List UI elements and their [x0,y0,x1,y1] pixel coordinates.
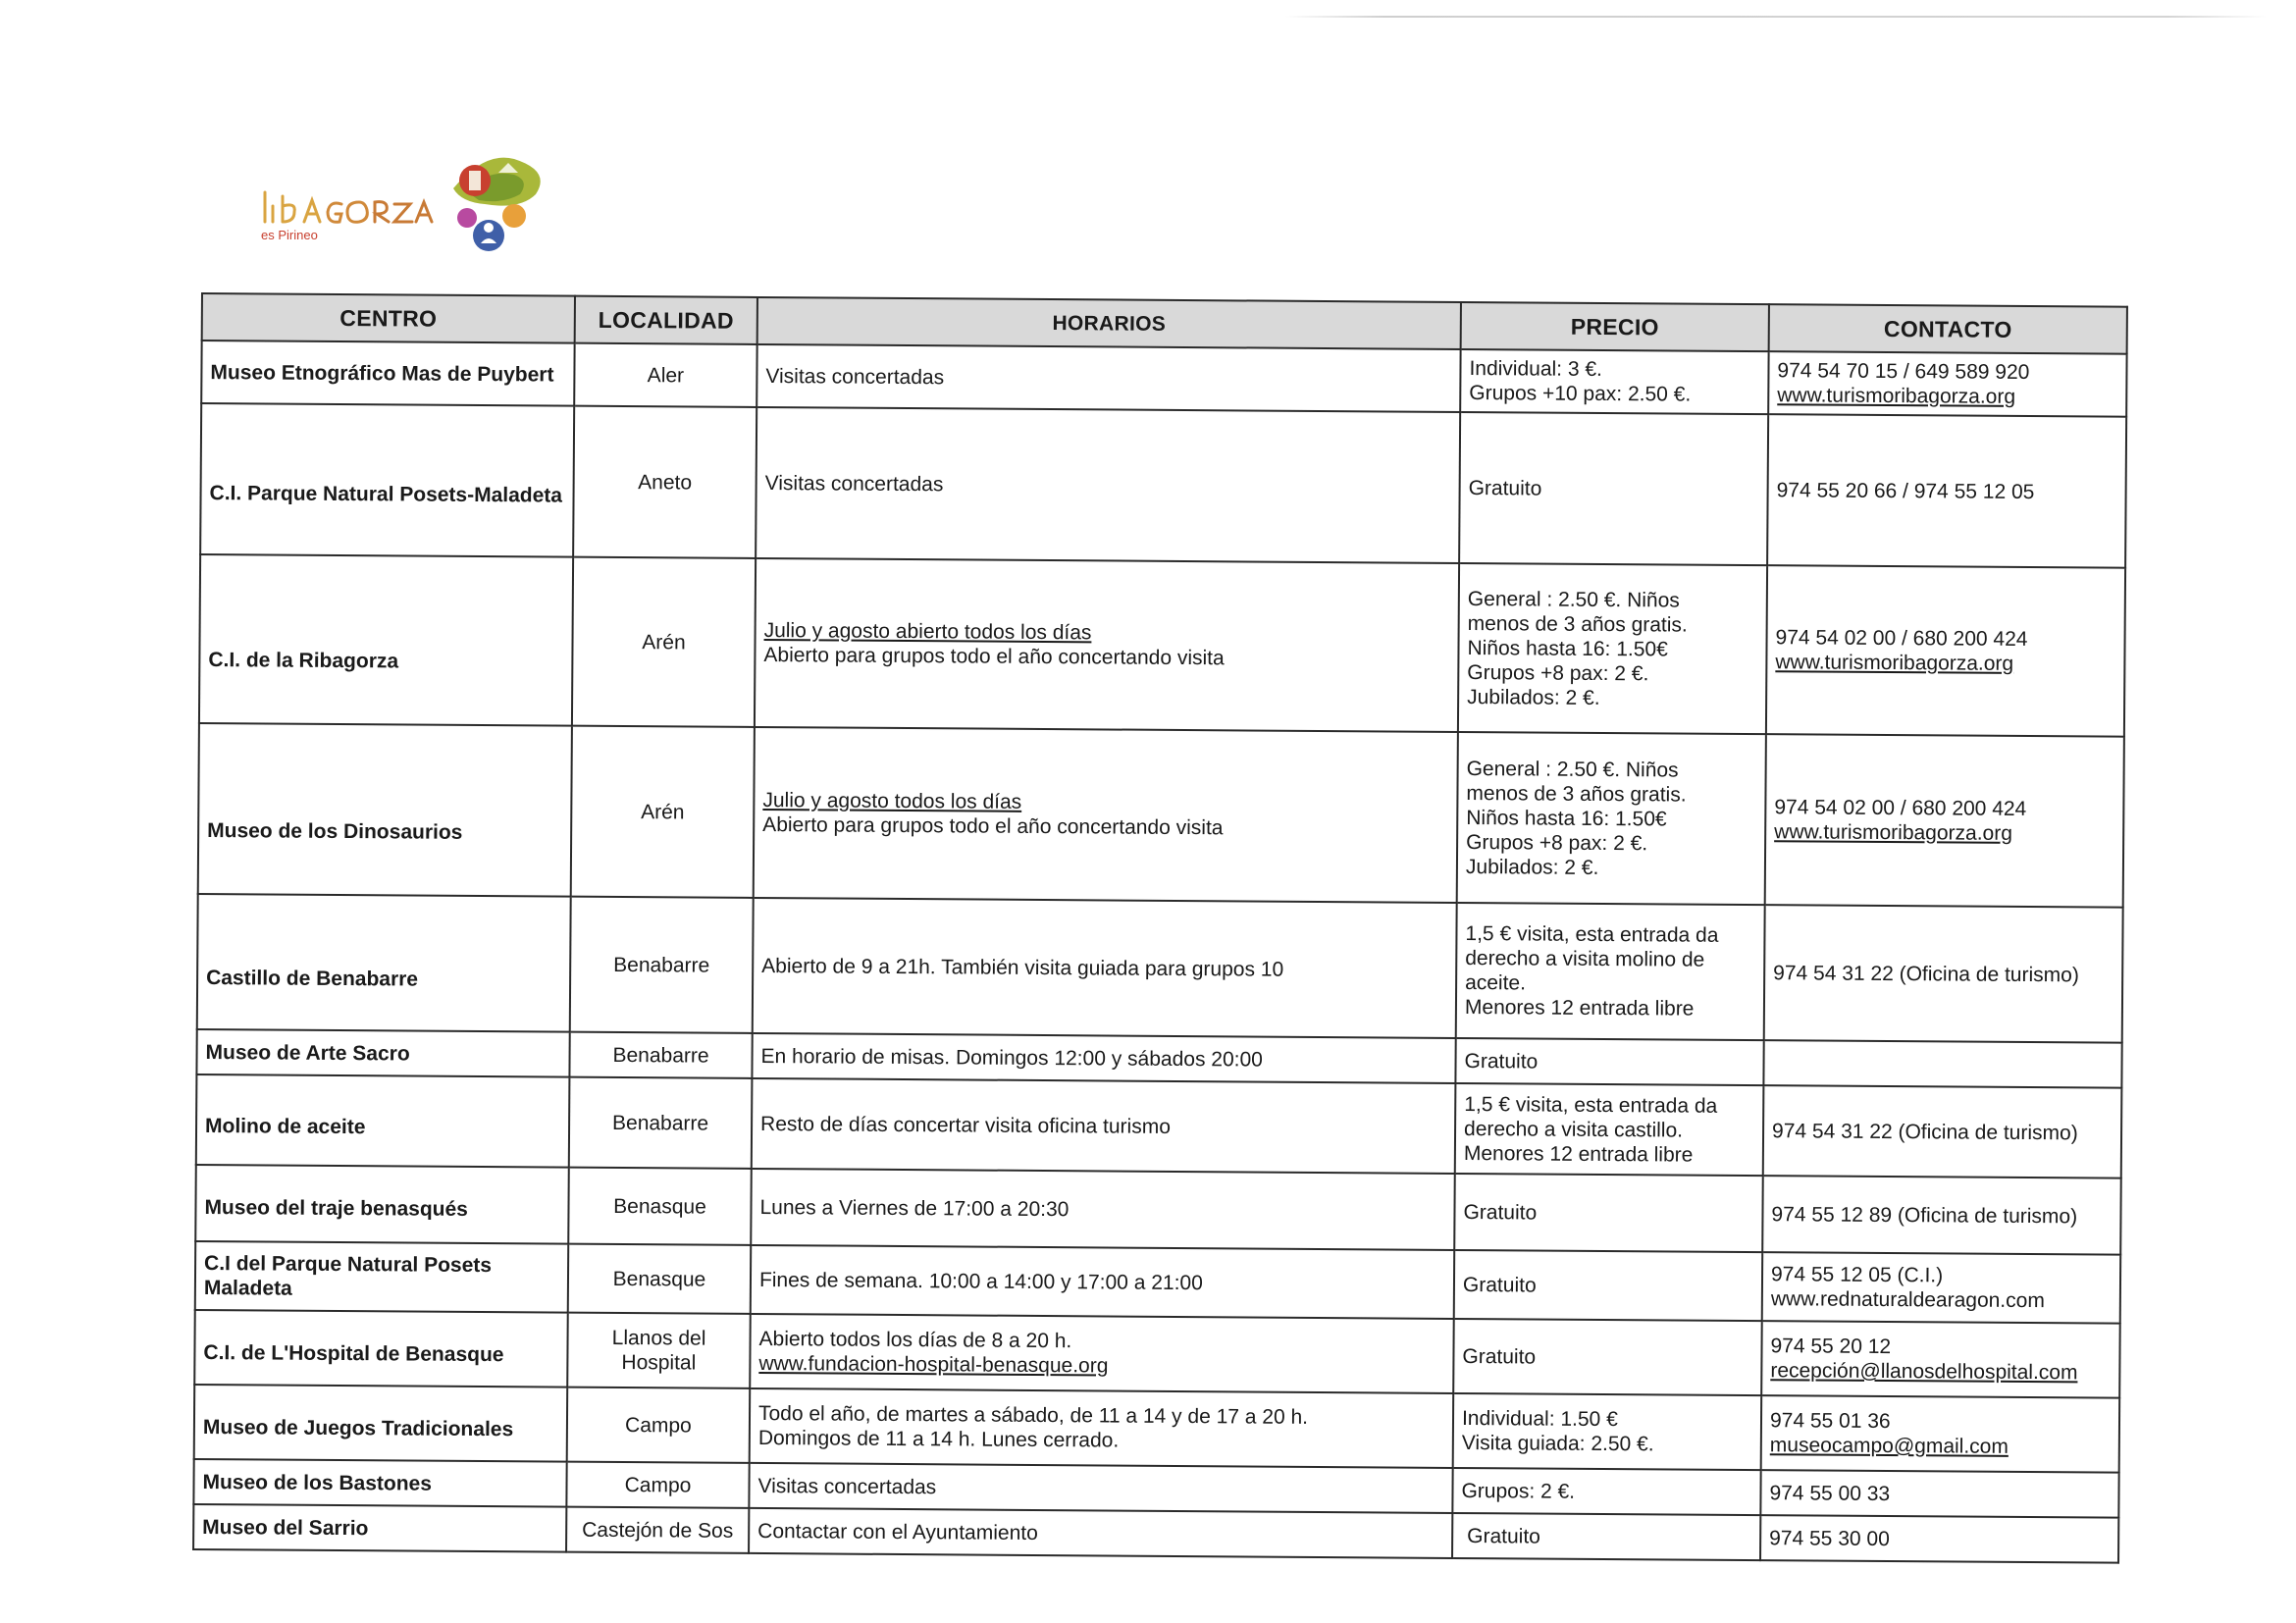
phone-text: 974 54 02 00 / 680 200 424 [1774,796,2027,820]
horarios-cell [749,1508,1452,1558]
horarios-line: Domingos de 11 a 14 h. Lunes cerrado. [757,1426,1120,1452]
horarios-line: Julio y agosto abierto todos los días [763,619,1092,645]
precio-line: Individual: 1.50 € [1461,1406,1618,1432]
table-row [198,723,2124,908]
localidad-cell: Campo [567,1387,751,1463]
phone-text: 974 55 12 05 (C.I.) [1770,1263,1944,1287]
precio-line: Niños hasta 16: 1.50€ [1466,806,1667,830]
phone-text: 974 55 30 00 [1769,1526,1890,1550]
website-link[interactable]: www.turismoribagorza.org [1777,384,2016,408]
precio-line: Grupos +8 pax: 2 €. [1466,830,1648,855]
header-centro: CENTRO [202,293,575,343]
horarios-cell [753,898,1457,1038]
precio-cell [1454,1250,1762,1321]
website-link[interactable]: www.turismoribagorza.org [1774,820,2013,845]
precio-line: Grupos: 2 €. [1461,1479,1576,1503]
precio-line: Gratuito [1468,476,1542,500]
horarios-cell [757,344,1460,412]
ribagorza-logo [257,149,551,255]
phone-text: 974 54 70 15 / 649 589 920 [1777,359,2030,385]
ribagorza-logo-graphic [257,149,551,255]
contacto-cell [1761,1395,2120,1473]
table-row [196,1074,2122,1178]
table-row [194,1310,2119,1398]
contacto-cell [1764,905,2123,1043]
precio-line: General : 2.50 €. Niños [1467,587,1680,612]
contacto-cell [1762,1176,2121,1255]
precio-line: aceite. [1465,971,1527,995]
precio-cell [1455,1038,1763,1085]
website-link[interactable]: www.rednaturaldearagon.com [1770,1287,2045,1313]
precio-line: derecho a visita molino de [1465,947,1705,971]
precio-line: menos de 3 años gratis. [1466,781,1687,807]
horarios-line: Todo el año, de martes a sábado, de 11 a 14 y de 17 a 20 h. [757,1401,1309,1429]
phone-text: 974 54 02 00 / 680 200 424 [1775,626,2028,652]
horarios-line: Resto de días concertar visita oficina turismo [760,1112,1172,1138]
horarios-line: Abierto de 9 a 21h. También visita guiada para grupos 10 [761,954,1284,981]
precio-line: Jubilados: 2 €. [1465,855,1599,879]
localidad-cell: Arén [572,557,756,727]
localidad-cell: Benasque [568,1244,751,1314]
phone-text: 974 55 01 36 [1769,1409,1891,1434]
horarios-line: Fines de semana. 10:00 a 14:00 y 17:00 a 21:00 [758,1268,1203,1294]
horarios-cell [750,1314,1454,1393]
museums-table [192,292,2128,1564]
horarios-line: Abierto para grupos todo el año concertando visita [763,644,1225,670]
email-link[interactable]: recepción@llanosdelhospital.com [1770,1359,2078,1385]
header-localidad: LOCALIDAD [575,296,757,344]
precio-cell [1458,563,1767,734]
phone-text: 974 54 31 22 (Oficina de turismo) [1773,961,2079,986]
precio-line: derecho a visita castillo. [1464,1117,1684,1142]
svg-text:es Pirineo: es Pirineo [261,228,318,242]
precio-cell [1455,1083,1764,1176]
precio-line: Niños hasta 16: 1.50€ [1467,636,1668,660]
horarios-cell [751,1245,1454,1319]
precio-line: Gratuito [1462,1344,1537,1369]
precio-cell [1460,349,1768,414]
phone-text: 974 54 31 22 (Oficina de turismo) [1771,1119,2078,1144]
contacto-cell [1763,1040,2121,1088]
precio-line: Menores 12 entrada libre [1463,1141,1694,1167]
localidad-cell: Benabarre [569,1077,753,1169]
horarios-cell [754,727,1458,903]
contacto-cell [1765,734,2124,908]
localidad-cell: Llanos del Hospital [567,1313,751,1388]
table-row [199,554,2125,737]
precio-line: Gratuito [1462,1273,1537,1297]
localidad-cell: Benasque [568,1168,752,1245]
centro-cell: C.I. de la Ribagorza [199,554,573,726]
precio-line: Grupos +8 pax: 2 €. [1467,660,1649,685]
horarios-line: Visitas concertadas [757,1474,937,1498]
phone-text: 974 55 20 12 [1770,1335,1892,1359]
contacto-cell [1760,1470,2118,1518]
contacto-cell [1768,351,2126,417]
header-contacto: CONTACTO [1769,304,2127,354]
localidad-cell: Arén [571,726,755,898]
horarios-line: Julio y agosto todos los días [762,789,1022,813]
email-link[interactable]: museocampo@gmail.com [1769,1434,2009,1458]
horarios-cell [751,1169,1455,1250]
localidad-cell: Campo [566,1462,749,1508]
precio-line: Jubilados: 2 €. [1467,685,1600,709]
precio-line: menos de 3 años gratis. [1467,611,1688,637]
horarios-line: En horario de misas. Domingos 12:00 y sábados 20:00 [760,1044,1263,1072]
centro-cell: Museo de Arte Sacro [196,1029,569,1077]
localidad-cell: Aneto [573,406,757,558]
centro-cell: Castillo de Benabarre [197,894,571,1032]
precio-line: Gratuito [1464,1049,1539,1073]
horarios-line: Visitas concertadas [765,364,945,389]
precio-cell [1452,1513,1760,1560]
precio-cell [1457,732,1766,905]
contacto-cell [1766,565,2125,737]
centro-cell: Museo de los Bastones [193,1459,566,1507]
contacto-cell [1761,1321,2120,1398]
table-row [195,1165,2120,1255]
precio-cell [1453,1319,1762,1395]
header-horarios: HORARIOS [757,297,1461,349]
centro-cell: Museo del Sarrio [193,1504,566,1552]
contacto-cell [1762,1252,2120,1324]
horarios-line: Abierto para grupos todo el año concertando visita [762,813,1224,840]
horarios-line: Lunes a Viernes de 17:00 a 20:30 [759,1195,1070,1221]
table-row [194,1385,2119,1473]
centro-cell: Molino de aceite [196,1074,570,1168]
centro-cell: Museo del traje benasqués [195,1165,569,1244]
precio-line: Menores 12 entrada libre [1464,996,1695,1021]
precio-line: Gratuito [1463,1200,1538,1225]
precio-line: Visita guiada: 2.50 €. [1461,1431,1654,1456]
precio-line: Grupos +10 pax: 2.50 €. [1469,382,1692,406]
horarios-cell [755,558,1459,732]
horarios-cell [749,1463,1452,1513]
localidad-cell: Aler [574,343,757,407]
contacto-cell [1760,1515,2118,1563]
centro-cell: C.I. de L'Hospital de Benasque [194,1310,568,1387]
header-precio: PRECIO [1461,302,1769,351]
contacto-cell [1767,414,2126,568]
contacto-cell [1763,1085,2122,1178]
horarios-line: Visitas concertadas [764,471,944,496]
phone-text: 974 55 20 66 / 974 55 12 05 [1776,478,2035,503]
horarios-cell [752,1078,1456,1174]
precio-line: 1,5 € visita, esta entrada da [1464,1092,1718,1118]
precio-line: Gratuito [1467,1524,1540,1548]
precio-line: Individual: 3 €. [1469,357,1603,381]
phone-text: 974 55 00 33 [1769,1481,1891,1505]
centro-cell: Museo Etnográfico Mas de Puybert [201,340,574,406]
scan-edge-line [1285,16,2267,18]
centro-cell: Museo de los Dinosaurios [198,723,572,897]
precio-cell [1456,903,1765,1040]
centro-cell: C.I del Parque Natural Posets Maladeta [195,1241,568,1313]
precio-line: 1,5 € visita, esta entrada da [1465,922,1719,947]
table-row [200,403,2126,568]
horarios-cell [752,1033,1455,1083]
horarios-line: Abierto todos los días de 8 a 20 h. [758,1327,1072,1353]
centro-cell: Museo de Juegos Tradicionales [194,1385,568,1462]
centro-cell: C.I. Parque Natural Posets-Maladeta [200,403,574,557]
precio-cell [1452,1468,1760,1515]
horarios-line: Contactar con el Ayuntamiento [757,1519,1038,1544]
precio-line: General : 2.50 €. Niños [1466,757,1679,782]
website-link[interactable]: www.turismoribagorza.org [1775,651,2014,675]
localidad-cell: Castejón de Sos [566,1507,749,1553]
website-link[interactable]: www.fundacion-hospital-benasque.org [758,1351,1109,1378]
horarios-cell [750,1388,1454,1468]
localidad-cell: Benabarre [569,1032,752,1078]
precio-cell [1453,1393,1762,1470]
table-row [197,894,2123,1043]
precio-cell [1454,1174,1763,1252]
localidad-cell: Benabarre [570,897,754,1033]
horarios-cell [756,407,1460,563]
precio-cell [1459,412,1768,565]
phone-text: 974 55 12 89 (Oficina de turismo) [1771,1202,2078,1228]
